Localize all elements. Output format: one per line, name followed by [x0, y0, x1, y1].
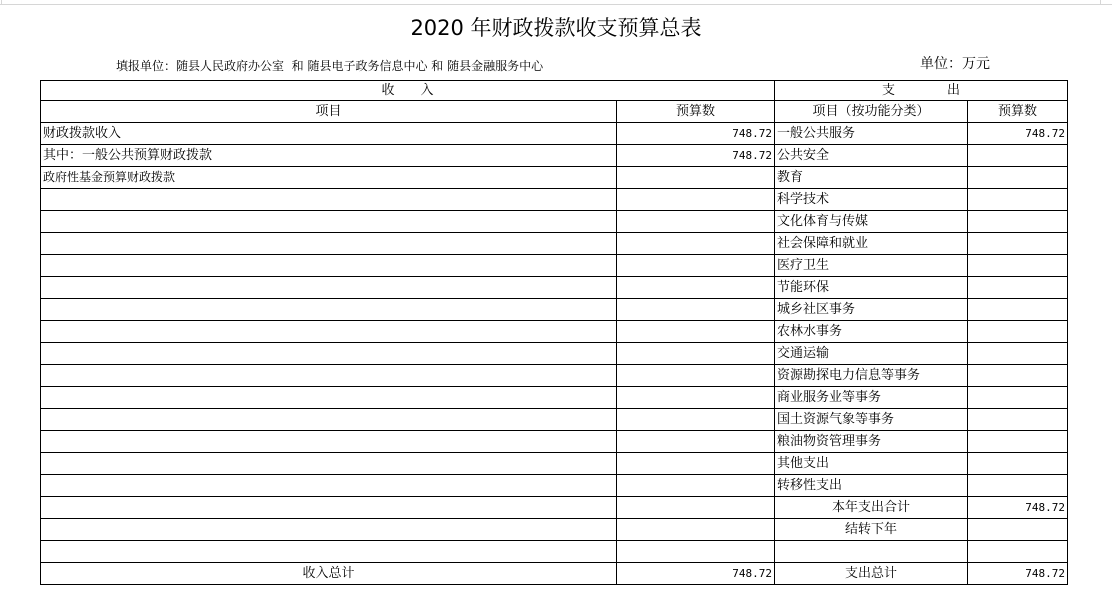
income-item-cell: 其中：一般公共预算财政拨款	[41, 145, 617, 167]
expense-value-cell	[968, 145, 1068, 167]
income-item-cell: 财政拨款收入	[41, 123, 617, 145]
income-value-cell	[617, 519, 775, 541]
expense-item-cell: 农林水事务	[775, 321, 968, 343]
section-header-row	[41, 81, 1068, 101]
income-section-header: 收 入	[41, 81, 775, 101]
expense-value-cell	[968, 343, 1068, 365]
expense-total-value: 748.72	[968, 563, 1068, 585]
expense-item-cell: 其他支出	[775, 453, 968, 475]
expense-value-cell	[968, 255, 1068, 277]
filler-info	[116, 58, 543, 74]
income-value-cell	[617, 233, 775, 255]
income-value-cell: 748.72	[617, 145, 775, 167]
income-value-cell	[617, 475, 775, 497]
income-item-cell	[41, 277, 617, 299]
spreadsheet-gridline	[0, 0, 1112, 5]
carry-over-row	[41, 519, 1068, 541]
expense-value-cell	[968, 233, 1068, 255]
income-value-cell	[617, 497, 775, 519]
income-item-cell	[41, 519, 617, 541]
year-total-row	[41, 497, 1068, 519]
expense-value-cell	[968, 409, 1068, 431]
income-item-header: 项目	[41, 101, 617, 123]
carry-over-label: 结转下年	[775, 519, 968, 541]
expense-item-cell: 文化体育与传媒	[775, 211, 968, 233]
expense-value-cell	[968, 365, 1068, 387]
expense-value-cell	[968, 189, 1068, 211]
expense-value-cell	[968, 431, 1068, 453]
income-item-cell	[41, 321, 617, 343]
income-value-cell	[617, 277, 775, 299]
expense-section-header: 支 出	[775, 81, 1068, 101]
income-value-cell	[617, 299, 775, 321]
income-value-cell	[617, 343, 775, 365]
income-item-cell	[41, 497, 617, 519]
table-row	[41, 475, 1068, 497]
expense-item-cell: 粮油物资管理事务	[775, 431, 968, 453]
expense-item-cell: 资源勘探电力信息等事务	[775, 365, 968, 387]
gridline-tick	[1100, 0, 1101, 4]
income-value-cell	[617, 167, 775, 189]
income-value-cell: 748.72	[617, 123, 775, 145]
expense-item-cell	[775, 541, 968, 563]
table-row	[41, 211, 1068, 233]
expense-item-cell: 科学技术	[775, 189, 968, 211]
income-value-cell	[617, 409, 775, 431]
expense-item-cell: 医疗卫生	[775, 255, 968, 277]
expense-value-cell	[968, 387, 1068, 409]
table-row	[41, 453, 1068, 475]
income-value-cell	[617, 431, 775, 453]
carry-over-value	[968, 519, 1068, 541]
income-value-cell	[617, 365, 775, 387]
blank-row	[41, 541, 1068, 563]
expense-value-cell	[968, 453, 1068, 475]
income-total-value: 748.72	[617, 563, 775, 585]
expense-item-cell: 公共安全	[775, 145, 968, 167]
table-row	[41, 387, 1068, 409]
gridline-tick	[1, 0, 2, 4]
table-row	[41, 233, 1068, 255]
table-row	[41, 277, 1068, 299]
expense-item-cell: 国土资源气象等事务	[775, 409, 968, 431]
expense-value-cell: 748.72	[968, 123, 1068, 145]
expense-item-cell: 转移性支出	[775, 475, 968, 497]
expense-value-cell	[968, 211, 1068, 233]
expense-value-cell	[968, 321, 1068, 343]
income-item-cell	[41, 431, 617, 453]
page-title: 2020 年财政拨款收支预算总表	[410, 16, 702, 40]
income-item-cell	[41, 387, 617, 409]
income-item-cell	[41, 255, 617, 277]
year-total-label: 本年支出合计	[775, 497, 968, 519]
unit-info	[920, 56, 990, 72]
budget-table	[40, 80, 1068, 585]
income-item-cell	[41, 475, 617, 497]
expense-value-cell	[968, 475, 1068, 497]
income-value-cell	[617, 211, 775, 233]
income-item-cell	[41, 189, 617, 211]
expense-value-cell	[968, 299, 1068, 321]
income-value-cell	[617, 255, 775, 277]
expense-item-header: 项目（按功能分类）	[775, 101, 968, 123]
expense-item-cell: 一般公共服务	[775, 123, 968, 145]
table-row	[41, 409, 1068, 431]
expense-value-cell	[968, 167, 1068, 189]
table-row	[41, 431, 1068, 453]
table-row	[41, 321, 1068, 343]
table-row	[41, 299, 1068, 321]
filler-label: 填报单位：	[116, 59, 177, 73]
income-item-cell	[41, 453, 617, 475]
income-item-cell	[41, 211, 617, 233]
table-row	[41, 365, 1068, 387]
table-row	[41, 255, 1068, 277]
income-item-cell	[41, 409, 617, 431]
income-value-cell	[617, 189, 775, 211]
expense-item-cell: 交通运输	[775, 343, 968, 365]
expense-value-cell	[968, 277, 1068, 299]
table-row	[41, 145, 1068, 167]
table-row	[41, 189, 1068, 211]
income-item-cell: 政府性基金预算财政拨款	[41, 167, 617, 189]
income-total-label: 收入总计	[41, 563, 617, 585]
unit-label: 单位：	[920, 56, 962, 72]
income-item-cell	[41, 299, 617, 321]
expense-item-cell: 教育	[775, 167, 968, 189]
year-total-value: 748.72	[968, 497, 1068, 519]
table-row	[41, 123, 1068, 145]
income-value-cell	[617, 453, 775, 475]
income-item-cell	[41, 233, 617, 255]
expense-value-cell	[968, 541, 1068, 563]
expense-budget-header: 预算数	[968, 101, 1068, 123]
column-header-row	[41, 101, 1068, 123]
grand-total-row	[41, 563, 1068, 585]
expense-total-label: 支出总计	[775, 563, 968, 585]
income-item-cell	[41, 343, 617, 365]
unit-value: 万元	[962, 56, 990, 72]
expense-item-cell: 社会保障和就业	[775, 233, 968, 255]
filler-value: 随县人民政府办公室 和 随县电子政务信息中心 和 随县金融服务中心	[176, 59, 544, 73]
table-row	[41, 167, 1068, 189]
income-item-cell	[41, 365, 617, 387]
income-value-cell	[617, 321, 775, 343]
income-value-cell	[617, 541, 775, 563]
table-row	[41, 343, 1068, 365]
income-item-cell	[41, 541, 617, 563]
income-budget-header: 预算数	[617, 101, 775, 123]
expense-item-cell: 城乡社区事务	[775, 299, 968, 321]
income-value-cell	[617, 387, 775, 409]
expense-item-cell: 节能环保	[775, 277, 968, 299]
expense-item-cell: 商业服务业等事务	[775, 387, 968, 409]
